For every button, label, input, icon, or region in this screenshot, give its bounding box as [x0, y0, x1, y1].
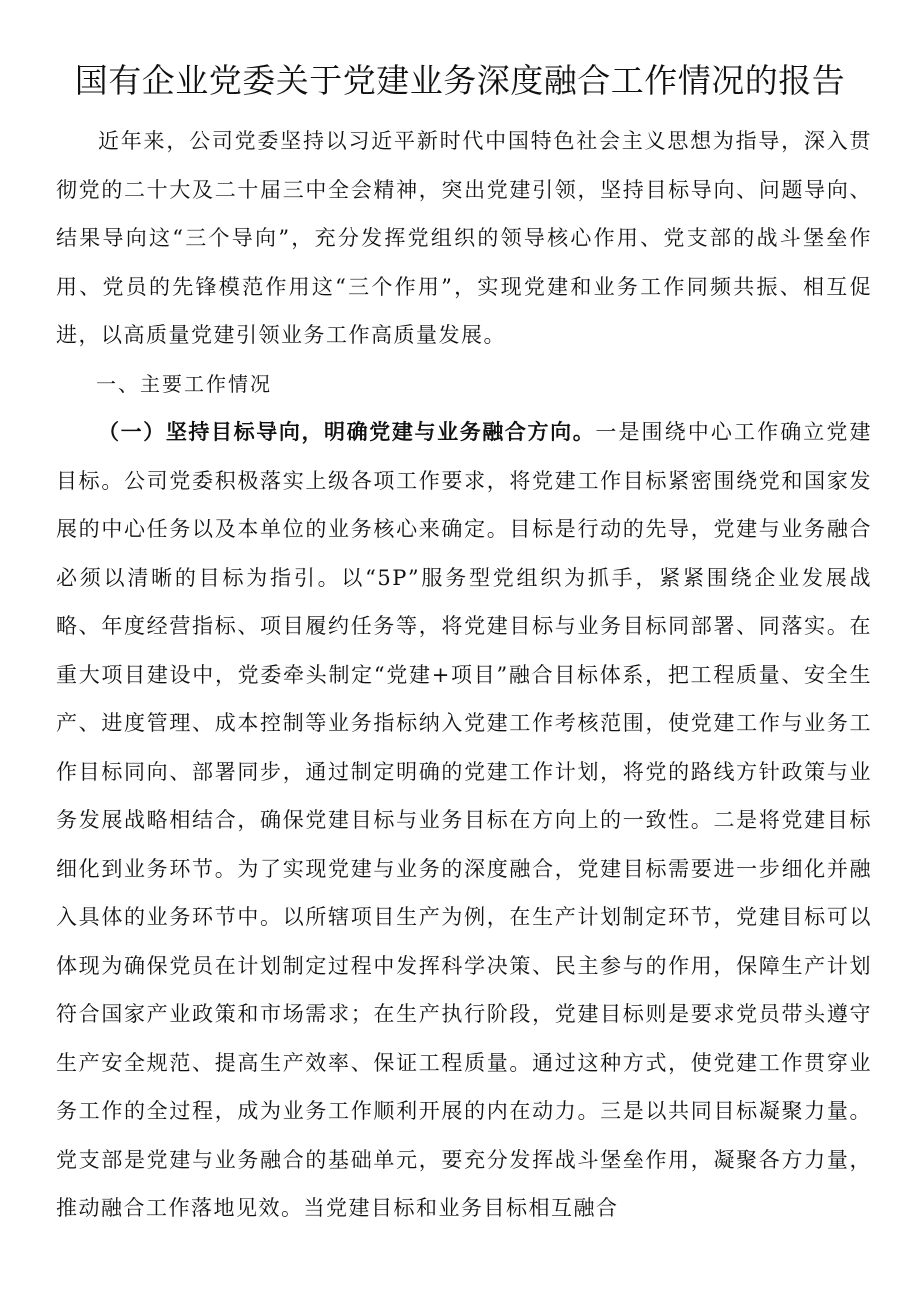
section-heading: 一、主要工作情况	[96, 371, 272, 396]
document-title: 国有企业党委关于党建业务深度融合工作情况的报告	[74, 61, 846, 100]
subsection-paragraph	[56, 408, 872, 1233]
subsection-body: 一是围绕中心工作确立党建目标。公司党委积极落实上级各项工作要求，将党建工作目标紧密围绕党和国家发展的中心任务以及本单位的业务核心来确定。目标是行动的先导，党建与业务融合必须以清晰的目标为指引。以“5P”服务型党组织为抓手，紧紧围绕企业发展战略、年度经营指标、项目履约任务等，将党建目标与业务目标同部署、同落实。在重大项目建设中，党委牵头制定“党建+项目”融合目标体系，把工程质量、安全生产、进度管理、成本控制等业务指标纳入党建工作考核范围，使党建工作与业务工作目标同向、部署同步，通过制定明确的党建工作计划，将党的路线方针政策与业务发展战略相结合，确保党建目标与业务目标在方向上的一致性。二是将党建目标细化到业务环节。为了实现党建与业务的深度融合，党建目标需要进一步细化并融入具体的业务环节中。以所辖项目生产为例，在生产计划制定环节，党建目标可以体现为确保党员在计划制定过程中发挥科学决策、民主参与的作用，保障生产计划符合国家产业政策和市场需求；在生产执行阶段，党建目标则是要求党员带头遵守生产安全规范、提高生产效率、保证工程质量。通过这种方式，使党建工作贯穿业务工作的全过程，成为业务工作顺利开展的内在动力。三是以共同目标凝聚力量。党支部是党建与业务融合的基础单元，要充分发挥战斗堡垒作用，凝聚各方力量，推动融合工作落地见效。当党建目标和业务目标相互融合	[56, 420, 873, 1220]
document-body	[56, 117, 872, 1233]
subsection-heading: （一）坚持目标导向，明确党建与业务融合方向。	[98, 420, 596, 444]
intro-paragraph: 近年来，公司党委坚持以习近平新时代中国特色社会主义思想为指导，深入贯彻党的二十大及二十届三中全会精神，突出党建引领，坚持目标导向、问题导向、结果导向这“三个导向”，充分发挥党组织的领导核心作用、党支部的战斗堡垒作用、党员的先锋模范作用这“三个作用”，实现党建和业务工作同频共振、相互促进，以高质量党建引领业务工作高质量发展。	[56, 129, 872, 347]
